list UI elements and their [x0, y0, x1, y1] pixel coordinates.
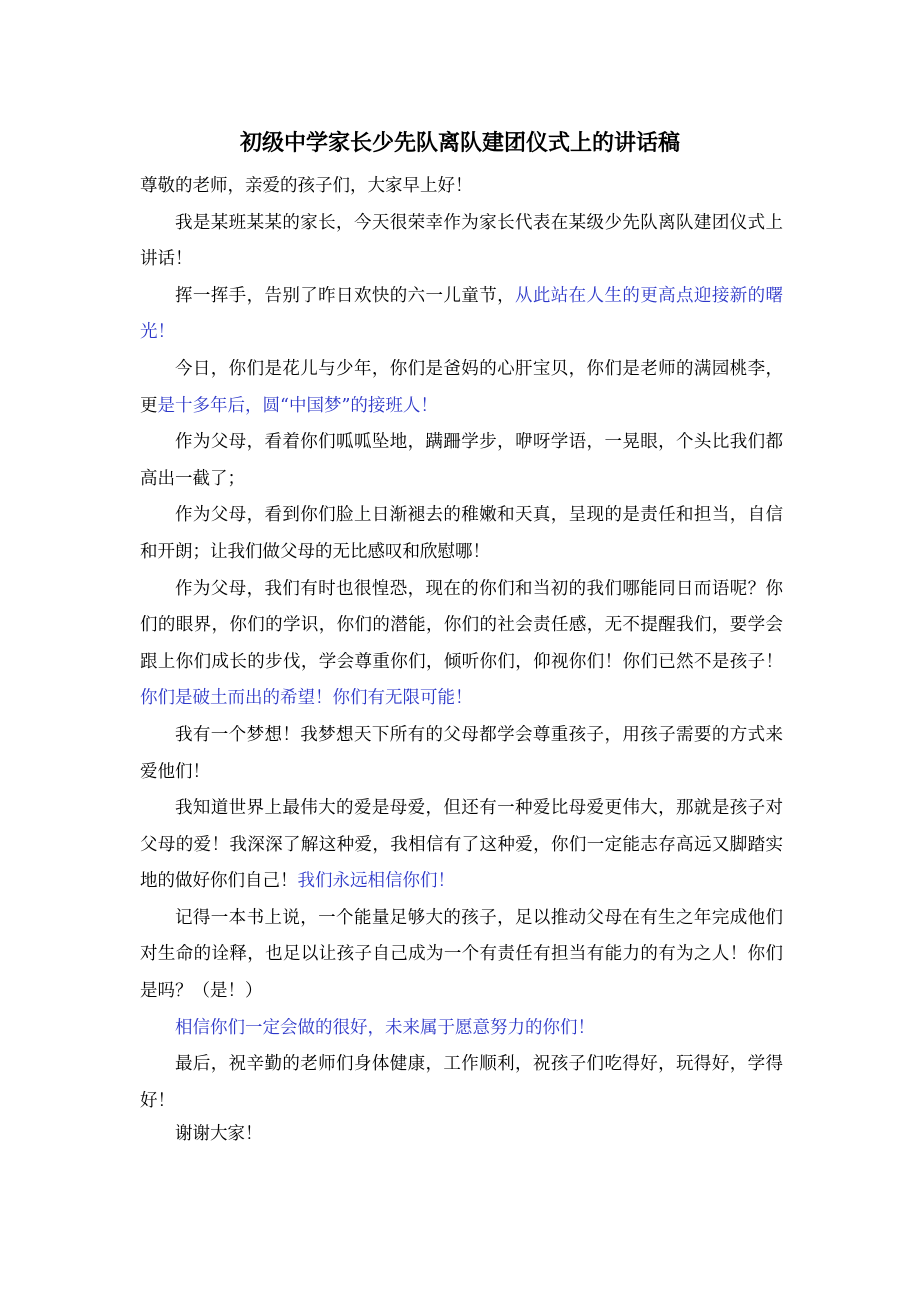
- paragraph-9: 记得一本书上说，一个能量足够大的孩子，足以推动父母在有生之年完成他们对生命的诠释，也足以让孩子自己成为一个有责任有担当有能力的有为之人！你们是吗？（是！）: [140, 907, 783, 1002]
- closing-line: 谢谢大家！: [175, 1124, 263, 1145]
- document-title: 初级中学家长少先队离队建团仪式上的讲话稿: [239, 131, 680, 156]
- paragraph-2: [140, 278, 783, 351]
- paragraph-5: 作为父母，看到你们脸上日渐褪去的稚嫩和天真，呈现的是责任和担当，自信和开朗；让我们做父母的无比感叹和欣慰哪！: [140, 505, 783, 562]
- paragraph-8-text: 我知道世界上最伟大的爱是母爱，但还有一种爱比母爱更伟大，那就是孩子对父母的爱！我深深了解这种爱，我相信有了这种爱，你们一定能志存高远又脚踏实地的做好你们自己！: [140, 798, 783, 892]
- paragraph-8: [140, 790, 783, 900]
- paragraph-8-highlight: 我们永远相信你们！: [297, 871, 455, 892]
- paragraph-2-highlight: 从此站在人生的更高点迎接新的曙光！: [140, 285, 783, 343]
- paragraph-6-highlight: 你们是破土而出的希望！你们有无限可能！: [140, 688, 473, 709]
- paragraph-4: 作为父母，看着你们呱呱坠地，蹒跚学步，咿呀学语，一晃眼，个头比我们都高出一截了；: [140, 432, 783, 489]
- paragraph-3-text: 今日，你们是花儿与少年，你们是爸妈的心肝宝贝，你们是老师的满园桃李，更: [140, 358, 783, 416]
- paragraph-1: 我是某班某某的家长，今天很荣幸作为家长代表在某级少先队离队建团仪式上讲话！: [140, 212, 783, 270]
- paragraph-11: 最后，祝辛勤的老师们身体健康，工作顺利，祝孩子们吃得好，玩得好，学得好！: [140, 1054, 783, 1111]
- paragraph-3-highlight: 是十多年后，圆“中国梦”的接班人！: [157, 395, 438, 416]
- document-body: [140, 168, 783, 1149]
- paragraph-2-text: 挥一挥手，告别了昨日欢快的六一儿童节，: [175, 285, 515, 306]
- paragraph-6: [140, 571, 783, 717]
- paragraph-10-highlight: 相信你们一定会做的很好，未来属于愿意努力的你们！: [175, 1017, 595, 1038]
- paragraph-3: [140, 351, 783, 424]
- paragraph-6-text: 作为父母，我们有时也很惶恐，现在的你们和当初的我们哪能同日而语呢？你们的眼界，你们的学识，你们的潜能，你们的社会责任感，无不提醒我们，要学会跟上你们成长的步伐，学会尊重你们，倾听你们，仰视你们！你们已然不是孩子！: [140, 578, 783, 672]
- greeting-paragraph: 尊敬的老师，亲爱的孩子们，大家早上好！: [140, 176, 473, 196]
- paragraph-7: 我有一个梦想！我梦想天下所有的父母都学会尊重孩子，用孩子需要的方式来爱他们！: [140, 724, 783, 782]
